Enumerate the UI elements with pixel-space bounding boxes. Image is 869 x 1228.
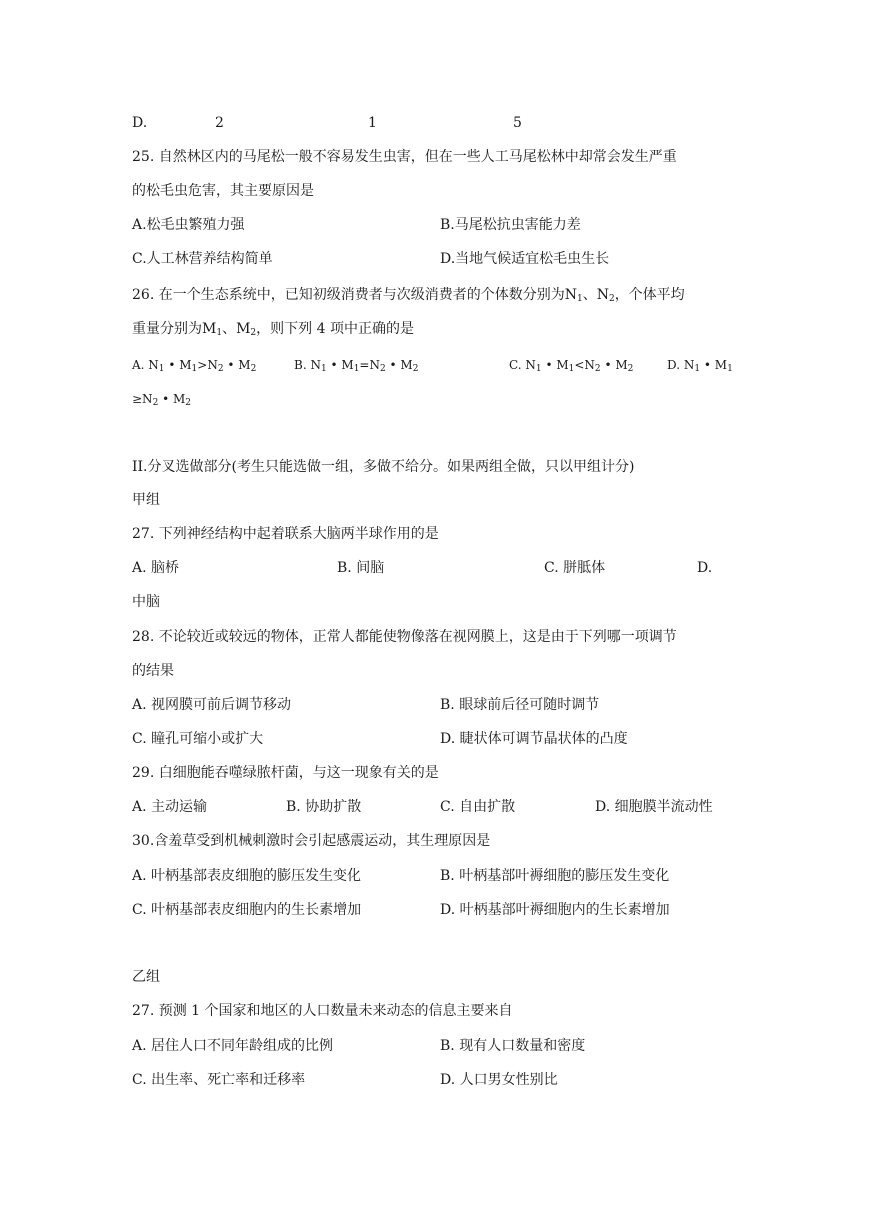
q30-option-c: C. 叶柄基部表皮细胞内的生长素增加 — [132, 902, 362, 918]
q30-option-b: B. 叶柄基部叶褥细胞的膨压发生变化 — [440, 868, 670, 884]
q27a-stem: 27. 下列神经结构中起着联系大脑两半球作用的是 — [132, 526, 439, 542]
q28-stem-line1: 28. 不论较近或较远的物体，正常人都能使物像落在视网膜上，这是由于下列哪一项调节 — [132, 629, 677, 645]
q27b-option-b: B. 现有人口数量和密度 — [440, 1038, 586, 1054]
q27a-option-d: D. — [697, 560, 713, 576]
q29-option-c: C. 自由扩散 — [440, 799, 516, 815]
q27a-option-a: A. 脑桥 — [132, 560, 180, 576]
option-d-value-2: 1 — [368, 115, 377, 131]
q27b-stem: 27. 预测 1 个国家和地区的人口数量未来动态的信息主要来自 — [132, 1003, 513, 1019]
q27a-option-d-continued: 中脑 — [132, 594, 160, 610]
q28-option-b: B. 眼球前后径可随时调节 — [440, 697, 600, 713]
option-d-label: D. — [132, 115, 148, 131]
q27b-option-c: C. 出生率、死亡率和迁移率 — [132, 1072, 306, 1088]
option-d-value-1: 2 — [215, 115, 224, 131]
q27a-option-b: B. 间脑 — [337, 560, 385, 576]
option-d-value-3: 5 — [513, 115, 522, 131]
q26-stem-line2: 重量分别为$M_1$、$M_2$，则下列 4 项中正确的是 — [132, 321, 414, 338]
q26-option-d: D. $N_1$ • $M_1$ — [667, 358, 733, 374]
q27a-option-c: C. 胼胝体 — [544, 560, 606, 576]
q28-option-d: D. 睫状体可调节晶状体的凸度 — [440, 731, 628, 747]
q30-option-d: D. 叶柄基部叶褥细胞内的生长素增加 — [440, 902, 670, 918]
q28-option-c: C. 瞳孔可缩小或扩大 — [132, 731, 264, 747]
q25-option-d: D.当地气候适宜松毛虫生长 — [440, 251, 610, 267]
q29-option-d: D. 细胞膜半流动性 — [595, 799, 713, 815]
q26-option-a: A. $N_1$ • $M_1>N_2$ • $M_2$ — [132, 358, 257, 374]
q27b-option-d: D. 人口男女性别比 — [440, 1072, 558, 1088]
q30-option-a: A. 叶柄基部表皮细胞的膨压发生变化 — [132, 868, 362, 884]
q25-option-a: A.松毛虫繁殖力强 — [132, 217, 245, 233]
q28-option-a: A. 视网膜可前后调节移动 — [132, 697, 292, 713]
q25-stem-line2: 的松毛虫危害，其主要原因是 — [132, 183, 314, 199]
group-a-heading: 甲组 — [132, 492, 160, 508]
q25-option-b: B.马尾松抗虫害能力差 — [440, 217, 581, 233]
q28-stem-line2: 的结果 — [132, 663, 174, 679]
q25-option-c: C.人工林营养结构简单 — [132, 251, 273, 267]
q29-option-b: B. 协助扩散 — [286, 799, 362, 815]
q29-option-a: A. 主动运输 — [132, 799, 208, 815]
group-b-heading: 乙组 — [132, 969, 160, 985]
q26-option-b: B. $N_1$ • $M_1=N_2$ • $M_2$ — [294, 358, 419, 374]
q30-stem: 30.含羞草受到机械刺激时会引起感震运动，其生理原因是 — [132, 833, 491, 849]
q25-stem-line1: 25. 自然林区内的马尾松一般不容易发生虫害，但在一些人工马尾松林中却常会发生严重 — [132, 149, 677, 165]
q29-stem: 29. 白细胞能吞噬绿脓杆菌，与这一现象有关的是 — [132, 765, 439, 781]
q26-stem-line1: 26. 在一个生态系统中，已知初级消费者与次级消费者的个体数分别为$N_1$、$N_2$，个体平均 — [132, 287, 685, 304]
q26-option-d-continued: $\ge N_2$ • $M_2$ — [132, 392, 192, 408]
q26-option-c: C. $N_1$ • $M_1<N_2$ • $M_2$ — [509, 358, 634, 374]
section-2-heading: II.分叉选做部分(考生只能选做一组，多做不给分。如果两组全做，只以甲组计分) — [132, 459, 635, 475]
q27b-option-a: A. 居住人口不同年龄组成的比例 — [132, 1038, 334, 1054]
